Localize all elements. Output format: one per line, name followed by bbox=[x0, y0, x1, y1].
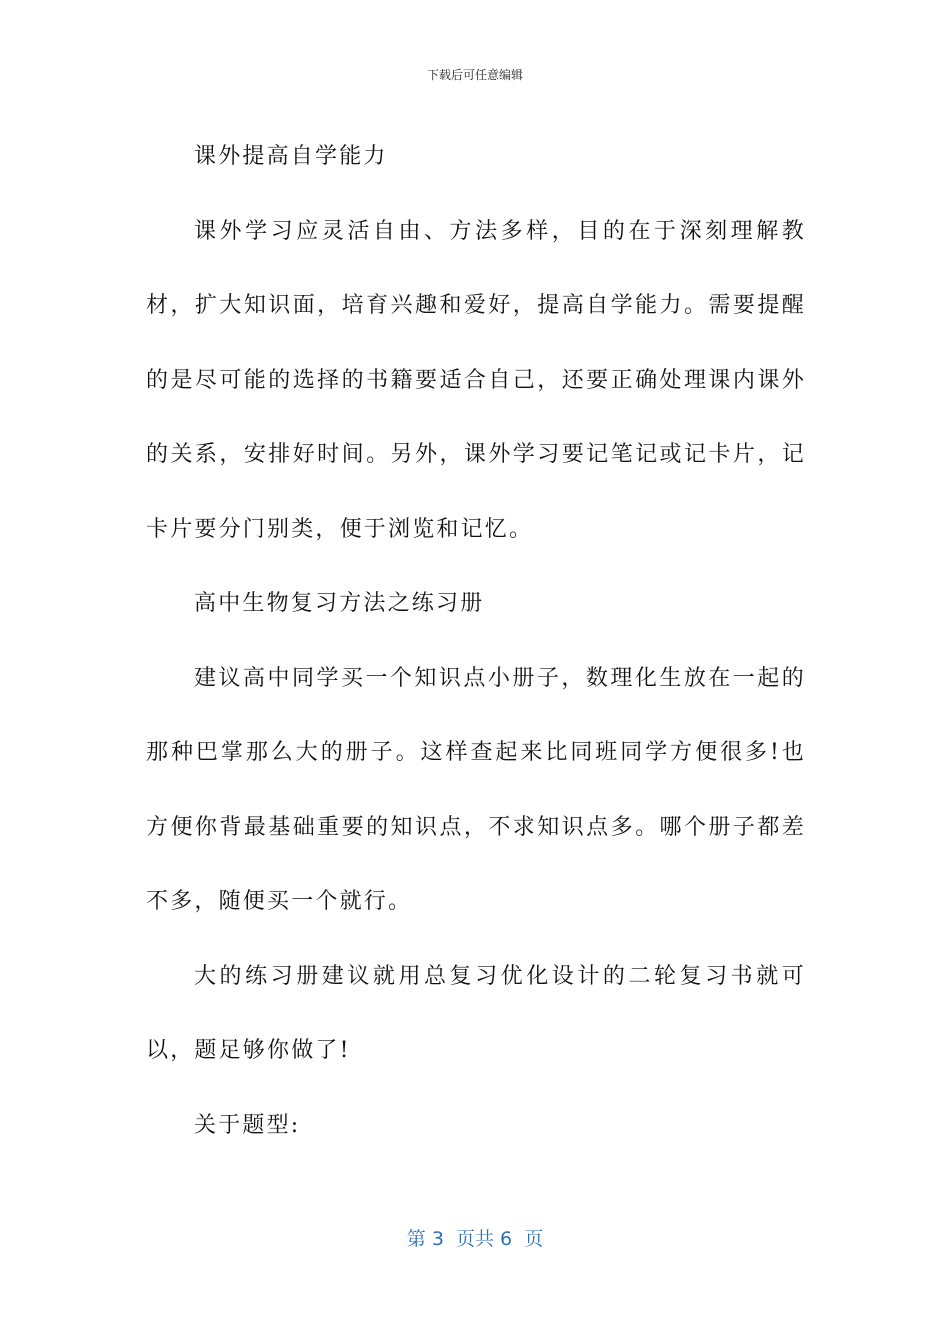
paragraph: 建议高中同学买一个知识点小册子，数理化生放在一起的那种巴掌那么大的册子。这样查起来比同班同学方便很多!也方便你背最基础重要的知识点，不求知识点多。哪个册子都差不多，随便买一个就行。 bbox=[146, 665, 806, 914]
page-header: 下载后可任意编辑 bbox=[426, 68, 523, 82]
paragraph: 大的练习册建议就用总复习优化设计的二轮复习书就可以，题足够你做了! bbox=[146, 963, 806, 1063]
document-body bbox=[146, 120, 806, 1163]
paragraph: 关于题型: bbox=[194, 1112, 301, 1138]
paragraph: 课外学习应灵活自由、方法多样，目的在于深刻理解教材，扩大知识面，培育兴趣和爱好，提高自学能力。需要提醒的是尽可能的选择的书籍要适合自己，还要正确处理课内课外的关系，安排好时间。另外，课外学习要记笔记或记卡片，记卡片要分门别类，便于浏览和记忆。 bbox=[146, 218, 806, 542]
section-heading: 课外提高自学能力 bbox=[194, 144, 388, 169]
section-heading: 高中生物复习方法之练习册 bbox=[194, 591, 485, 616]
page-footer: 第 3 页共 6 页 bbox=[406, 1228, 544, 1250]
